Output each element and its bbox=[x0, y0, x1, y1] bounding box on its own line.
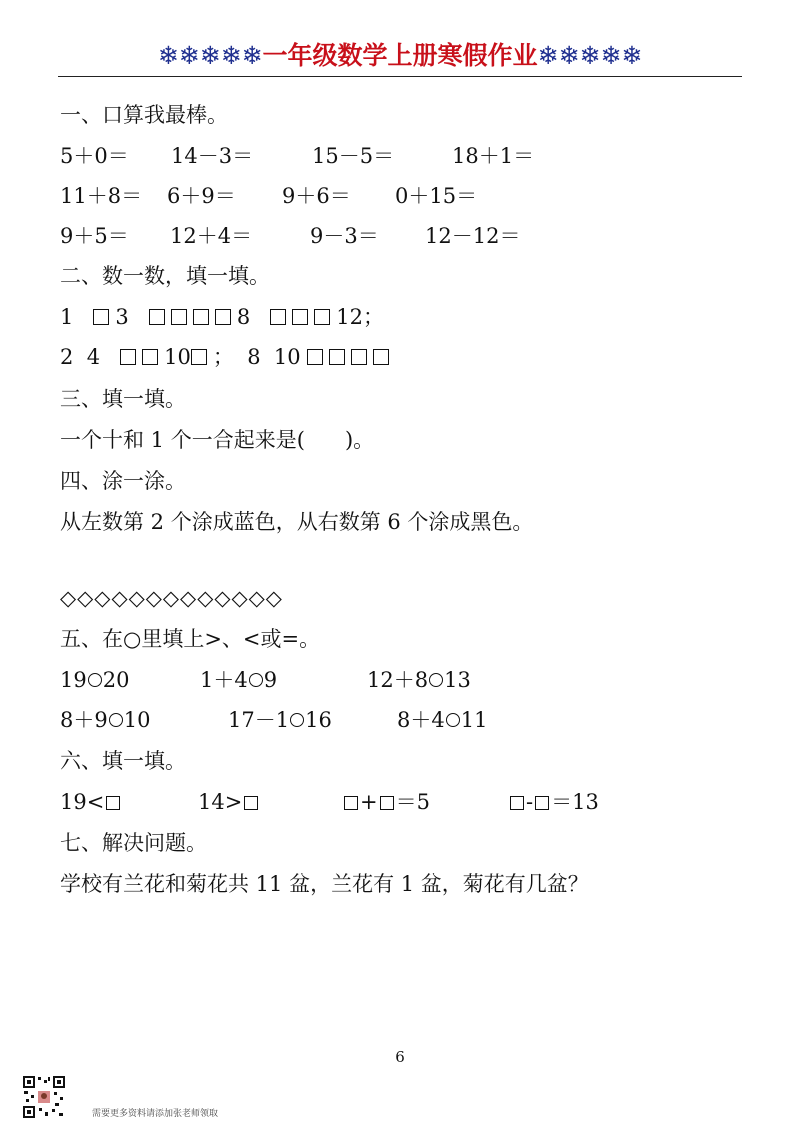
s2-number: 3 bbox=[115, 305, 129, 329]
s1-problem: 15－5＝ bbox=[312, 144, 395, 168]
s5-compare: 17－1 16 bbox=[228, 708, 332, 732]
s5-compare: 8＋4 11 bbox=[397, 708, 488, 732]
section-3-title: 三、填一填。 bbox=[60, 387, 186, 411]
s5-row-2 bbox=[60, 706, 740, 734]
s1-row-2 bbox=[60, 182, 740, 210]
answer-box[interactable] bbox=[344, 796, 358, 810]
compare-circle[interactable] bbox=[88, 673, 102, 687]
s2-number: 10 bbox=[164, 345, 191, 369]
s6-row bbox=[60, 788, 740, 816]
s1-problem: 9－3＝ bbox=[310, 224, 379, 248]
answer-box[interactable] bbox=[106, 796, 120, 810]
compare-circle[interactable] bbox=[109, 713, 123, 727]
answer-box[interactable] bbox=[307, 349, 323, 365]
s1-problem: 0＋15＝ bbox=[395, 184, 478, 208]
qr-caption: 需要更多资料请添加张老师领取 bbox=[92, 1109, 219, 1119]
s2-sequence-1 bbox=[60, 303, 384, 331]
s1-row-1 bbox=[60, 142, 740, 170]
s1-row-3 bbox=[60, 222, 740, 250]
s1-problem: 18＋1＝ bbox=[452, 144, 535, 168]
compare-circle[interactable] bbox=[290, 713, 304, 727]
s1-problem: 9＋6＝ bbox=[282, 184, 351, 208]
header-divider bbox=[58, 76, 742, 77]
s5-compare: 12＋8 13 bbox=[367, 668, 471, 692]
answer-box[interactable] bbox=[270, 309, 286, 325]
s6-item: + ＝5 bbox=[342, 788, 430, 816]
worksheet-title: 一年级数学上册寒假作业 bbox=[262, 41, 538, 70]
answer-box[interactable] bbox=[373, 349, 389, 365]
s5-row-1 bbox=[60, 666, 740, 694]
answer-box[interactable] bbox=[171, 309, 187, 325]
answer-box[interactable] bbox=[244, 796, 258, 810]
answer-box[interactable] bbox=[329, 349, 345, 365]
s1-problem: 9＋5＝ bbox=[60, 224, 129, 248]
compare-circle[interactable] bbox=[249, 673, 263, 687]
section-1-title: 一、口算我最棒。 bbox=[60, 103, 228, 127]
s3-question: 一个十和 1 个一合起来是( )。 bbox=[60, 428, 375, 452]
answer-box[interactable] bbox=[93, 309, 109, 325]
section-6-title: 六、填一填。 bbox=[60, 749, 186, 773]
answer-box[interactable] bbox=[149, 309, 165, 325]
s2-sequence-2 bbox=[60, 343, 395, 371]
section-4-title: 四、涂一涂。 bbox=[60, 469, 186, 493]
answer-box[interactable] bbox=[120, 349, 136, 365]
s6-item: 14> bbox=[198, 788, 260, 816]
s1-problem: 12－12＝ bbox=[425, 224, 521, 248]
snowflake-icons-right: ❄❄❄❄❄ bbox=[537, 41, 643, 70]
answer-box[interactable] bbox=[215, 309, 231, 325]
diamond-shapes-row: ◇◇◇◇◇◇◇◇◇◇◇◇◇ bbox=[60, 586, 283, 610]
s2-number: ； 8 10 bbox=[212, 345, 301, 369]
answer-box[interactable] bbox=[292, 309, 308, 325]
answer-box[interactable] bbox=[510, 796, 524, 810]
answer-box[interactable] bbox=[314, 309, 330, 325]
worksheet-header bbox=[0, 38, 800, 74]
s6-item: 19< bbox=[60, 788, 122, 816]
s2-number: 1 bbox=[60, 305, 74, 329]
compare-circle[interactable] bbox=[429, 673, 443, 687]
answer-box[interactable] bbox=[191, 349, 207, 365]
s1-problem: 11＋8＝ bbox=[60, 184, 143, 208]
s2-number: 2 4 bbox=[60, 345, 101, 369]
answer-box[interactable] bbox=[142, 349, 158, 365]
compare-circle[interactable] bbox=[446, 713, 460, 727]
answer-box[interactable] bbox=[380, 796, 394, 810]
s1-problem: 5＋0＝ bbox=[60, 144, 129, 168]
section-2-title: 二、数一数，填一填。 bbox=[60, 264, 270, 288]
s2-number: 8 bbox=[236, 305, 251, 329]
s6-item: - ＝13 bbox=[508, 788, 599, 816]
s4-question: 从左数第 2 个涂成蓝色，从右数第 6 个涂成黑色。 bbox=[60, 510, 534, 534]
section-7-title: 七、解决问题。 bbox=[60, 831, 207, 855]
s5-compare: 19 20 bbox=[60, 668, 130, 692]
answer-box[interactable] bbox=[351, 349, 367, 365]
page-number: 6 bbox=[395, 1048, 405, 1066]
s1-problem: 6＋9＝ bbox=[167, 184, 236, 208]
s1-problem: 12＋4＝ bbox=[170, 224, 253, 248]
s7-question: 学校有兰花和菊花共 11 盆，兰花有 1 盆，菊花有几盆？ bbox=[60, 872, 589, 896]
answer-box[interactable] bbox=[193, 309, 209, 325]
snowflake-icons-left: ❄❄❄❄❄ bbox=[157, 41, 263, 70]
s2-number: 12； bbox=[336, 305, 384, 329]
qr-code-icon bbox=[22, 1075, 66, 1119]
answer-box[interactable] bbox=[535, 796, 549, 810]
s1-problem: 14－3＝ bbox=[171, 144, 254, 168]
s5-compare: 1＋4 9 bbox=[200, 668, 278, 692]
section-5-title: 五、在○里填上>、<或=。 bbox=[60, 627, 321, 651]
s5-compare: 8＋9 10 bbox=[60, 708, 151, 732]
